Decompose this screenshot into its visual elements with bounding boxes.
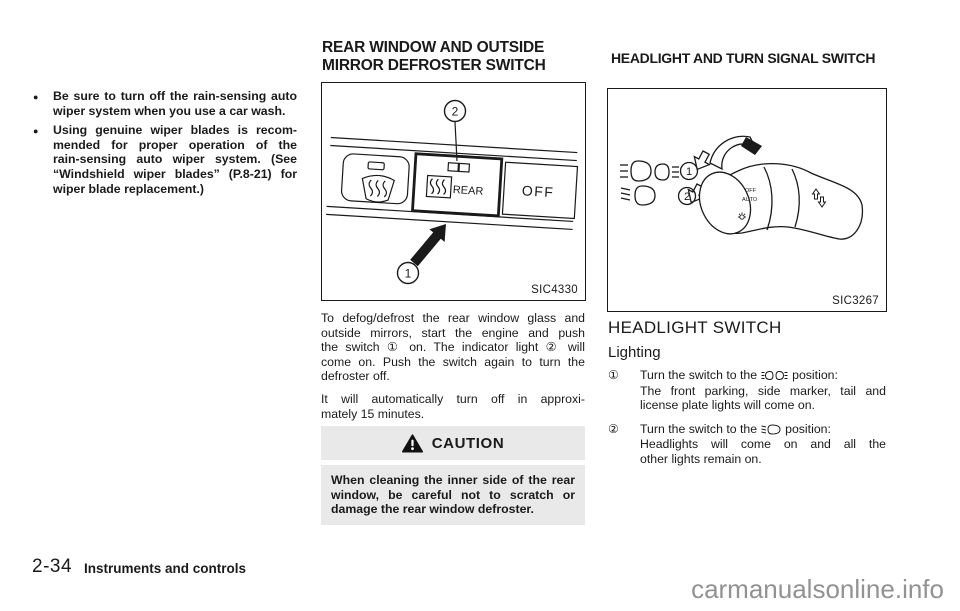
lighting-item-2: ② Turn the switch to the position: Headlights will come on and all the other lights remain on. <box>608 421 886 466</box>
front-defroster-button <box>341 153 410 204</box>
svg-text:1: 1 <box>404 266 412 281</box>
caution-title: CAUTION <box>431 434 505 452</box>
indicator-light <box>448 163 458 172</box>
lighting-subheading: Lighting <box>608 344 661 361</box>
headlight-switch-illustration <box>608 89 882 307</box>
push-arrow-icon <box>410 224 446 266</box>
low-beam-icon <box>621 186 655 205</box>
headlight-switch-heading: HEADLIGHT SWITCH <box>608 318 782 337</box>
svg-text:2: 2 <box>451 104 459 119</box>
low-beam-headlight-icon <box>761 424 781 435</box>
figure-rear-defroster-switch <box>321 82 586 301</box>
warning-icon <box>402 434 423 453</box>
svg-text:2: 2 <box>683 191 691 204</box>
watermark: carmanualsonline.info <box>691 574 944 604</box>
rear-defroster-icon <box>426 175 451 197</box>
caution-body: When cleaning the inner side of the rear window, be careful not to scratch or damage the rear window defroster. <box>321 465 585 525</box>
off-button-label: OFF <box>521 182 555 201</box>
bullet-icon: ● <box>33 92 39 102</box>
section-title-headlight-turn-signal: HEADLIGHT AND TURN SIGNAL SWITCH <box>611 50 876 66</box>
list-item <box>33 123 297 196</box>
rear-defroster-switch-illustration <box>322 83 581 296</box>
section-title-rear-defroster: REAR WINDOW AND OUTSIDE MIRROR DEFROSTER SWITCH <box>322 39 546 74</box>
bullet-icon: ● <box>33 126 39 137</box>
svg-text:1: 1 <box>685 166 693 179</box>
parking-lights-icon <box>761 370 788 381</box>
left-column <box>33 89 297 201</box>
position-lamp-icon <box>655 164 679 180</box>
bullet-text: Be sure to turn off the rain-sensing auto wiper system when you use a car wash. <box>53 89 297 118</box>
item-marker: ② <box>608 421 619 436</box>
defrost-paragraph-2: It will automatically turn off in approxi- mately 15 minutes. <box>321 391 585 421</box>
list-item <box>33 89 297 118</box>
footer-section-title: Instruments and controls <box>84 561 247 576</box>
dial-label-auto: AUTO <box>742 197 758 203</box>
front-defroster-icon <box>361 175 395 203</box>
rear-button-label: REAR <box>452 184 484 198</box>
figure-headlight-switch <box>607 88 887 312</box>
high-beam-icon <box>620 161 651 181</box>
middle-body-text <box>321 311 585 429</box>
item-marker: ① <box>608 368 619 382</box>
dial-label-off: OFF <box>745 188 756 194</box>
defrost-paragraph-1: To defog/defrost the rear window glass and outside mirrors, start the engine and push the switch ① on. The indicator light ② will come on. Push the switch again to turn the defroster off. <box>321 311 585 384</box>
caution-header <box>321 426 585 460</box>
figure-caption: SIC3267 <box>832 295 879 307</box>
lighting-item-1: ① Turn the switch to the position: The front parking, side marker, tail and license plate lights will come on. <box>608 368 886 413</box>
page-number: 2-34 <box>32 556 73 577</box>
bullet-text: Using genuine wiper blades is recom- mended for proper operation of the rain-sensing auto wiper system. (See “Windshield wiper blades” (P.8-21) for wiper blade replacement.) <box>53 123 297 196</box>
figure-caption: SIC4330 <box>531 284 578 296</box>
lighting-list <box>608 368 886 476</box>
